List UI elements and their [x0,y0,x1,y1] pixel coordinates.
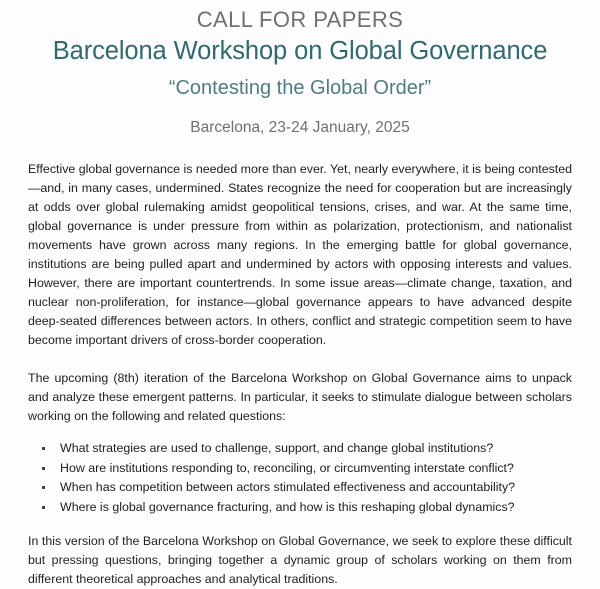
list-item-label: When has competition between actors stimulated effectiveness and accountability? [60,480,516,494]
workshop-aim-paragraph: The upcoming (8th) iteration of the Barcelona Workshop on Global Governance aims to unpack and analyze these emergent patterns. In particular, it seeks to stimulate dialogue between scholars working on the following and related questions: [28,371,572,423]
intro-paragraph: Effective global governance is needed more than ever. Yet, nearly everywhere, it is being contested—and, in many cases, undermined. States recognize the need for cooperation but are increasingly at odds over global rulemaking amidst geopolitical tensions, crises, and war. At the same time, global governance is under pressure from within as polarization, protectionism, and nationalist movements have grown across many regions. In the emerging battle for global governance, institutions are being pulled apart and undermined by actors with opposing interests and values. However, there are important countertrends. In some issue areas—climate change, taxation, and nuclear non-proliferation, for instance—global governance appears to have advanced despite deep-seated differences between actors. In others, conflict and strategic competition seem to have become important drivers of cross-border cooperation. [28,162,572,347]
list-item [42,478,572,498]
call-for-papers-kicker: CALL FOR PAPERS [196,7,404,32]
bullet-icon [42,506,45,509]
list-item-label: What strategies are used to challenge, support, and change global institutions? [60,441,494,455]
document-header [0,0,600,139]
list-item-label: Where is global governance fracturing, and how is this reshaping global dynamics? [60,499,515,514]
list-item [42,439,572,459]
closing-paragraph: In this version of the Barcelona Workshop on Global Governance, we seek to explore these difficult but pressing questions, bringing together a dynamic group of scholars working on them from different theoretical approaches and analytical traditions. [28,534,572,586]
event-location-date: Barcelona, 23-24 January, 2025 [190,119,410,136]
list-item [42,459,572,479]
bullet-icon [42,467,45,470]
bullet-icon [42,447,45,450]
list-item [42,498,572,518]
research-questions-list [28,439,572,517]
list-item-label: How are institutions responding to, reconciling, or circumventing interstate conflict? [60,460,514,475]
bullet-icon [42,486,45,489]
workshop-theme-subtitle: “Contesting the Global Order” [168,77,432,99]
page-title: Barcelona Workshop on Global Governance [52,37,548,65]
document-body [0,160,600,589]
